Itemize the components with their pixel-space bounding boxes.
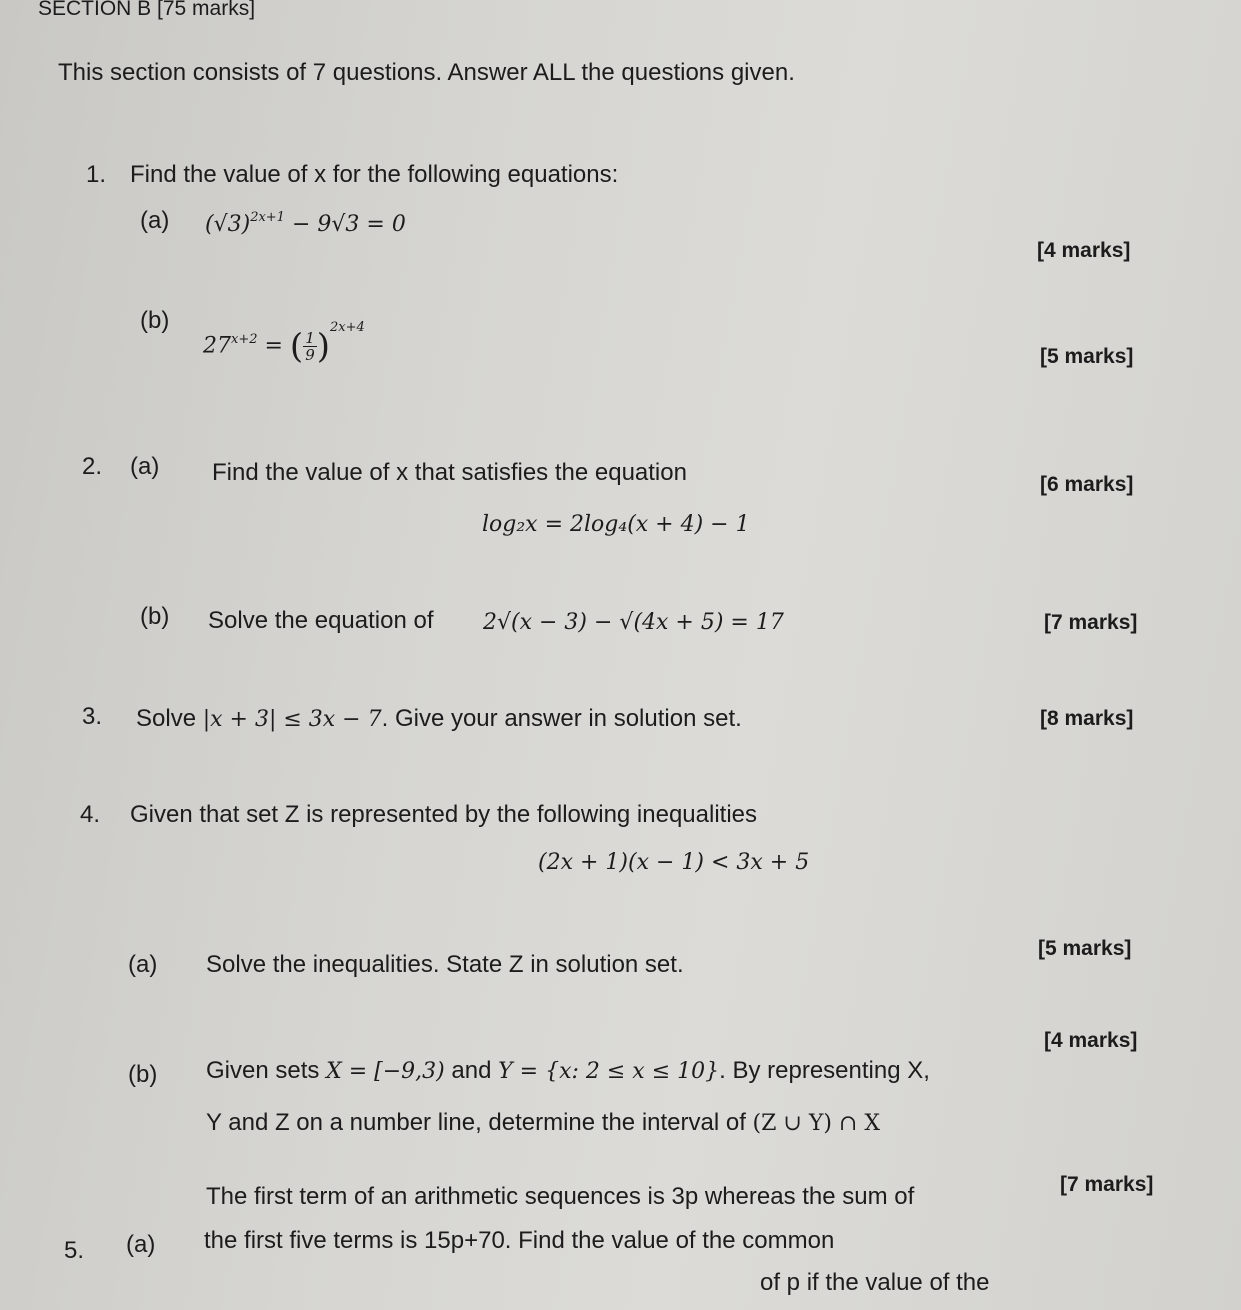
section-header: SECTION B [75 marks] <box>38 0 256 20</box>
q4b-marks: [4 marks] <box>1044 1029 1138 1052</box>
q2-number: 2. <box>82 453 103 480</box>
q2b-equation: 2√(x − 3) − √(4x + 5) = 17 <box>483 610 784 635</box>
q4a-marks: [5 marks] <box>1038 937 1132 960</box>
q5a-line3: of p if the value of the <box>760 1269 990 1296</box>
q4b-line1: Given sets X = [−9,3) and Y = {x: 2 ≤ x ≤ 10}. By representing X, <box>206 1057 930 1084</box>
q1a-equation: $(√3)^{2x+1} - 9√3 = 0$ <box>205 210 406 237</box>
q2a-label: (a) <box>130 453 160 480</box>
section-intro: This section consists of 7 questions. Answer ALL the questions given. <box>58 59 795 86</box>
q4-text: Given that set Z is represented by the following inequalities <box>130 801 758 828</box>
q3-number: 3. <box>82 703 103 730</box>
q2b-marks: [7 marks] <box>1044 611 1138 634</box>
q5-number: 5. <box>64 1237 85 1264</box>
q5a-marks: [7 marks] <box>1060 1173 1154 1196</box>
q4-number: 4. <box>80 801 101 828</box>
q1-text: Find the value of x for the following equations: <box>130 161 619 188</box>
q5a-line1: The first term of an arithmetic sequences is 3p whereas the sum of <box>206 1183 915 1210</box>
q3-text: Solve |x + 3| ≤ 3x − 7. Give your answer in solution set. <box>136 705 742 732</box>
q2a-text: Find the value of x that satisfies the equation <box>212 459 687 486</box>
q5a-line2: the first five terms is 15p+70. Find the value of the common <box>204 1227 835 1254</box>
q3-marks: [8 marks] <box>1040 707 1134 730</box>
q1a-marks: [4 marks] <box>1037 239 1131 262</box>
q1b-label: (b) <box>140 307 170 334</box>
q1a-label: (a) <box>140 207 170 234</box>
q4a-text: Solve the inequalities. State Z in solution set. <box>206 951 684 978</box>
q4a-label: (a) <box>128 951 158 978</box>
q2a-marks: [6 marks] <box>1040 473 1134 496</box>
q4-equation: (2x + 1)(x − 1) < 3x + 5 <box>538 850 810 875</box>
q1b-marks: [5 marks] <box>1040 345 1134 368</box>
q4b-label: (b) <box>128 1061 158 1088</box>
q2b-text: Solve the equation of <box>208 607 434 634</box>
q2b-label: (b) <box>140 603 170 630</box>
q1-number: 1. <box>86 161 107 188</box>
q4b-line2: Y and Z on a number line, determine the interval of (Z ∪ Y) ∩ X <box>206 1109 881 1136</box>
q1b-equation: $27^{x+2}$ = ( $\frac{1}{9}$ )$^{2x+4}$ <box>203 319 365 367</box>
q2a-equation: log₂x = 2log₄(x + 4) − 1 <box>482 512 750 537</box>
q5a-label: (a) <box>126 1231 156 1258</box>
